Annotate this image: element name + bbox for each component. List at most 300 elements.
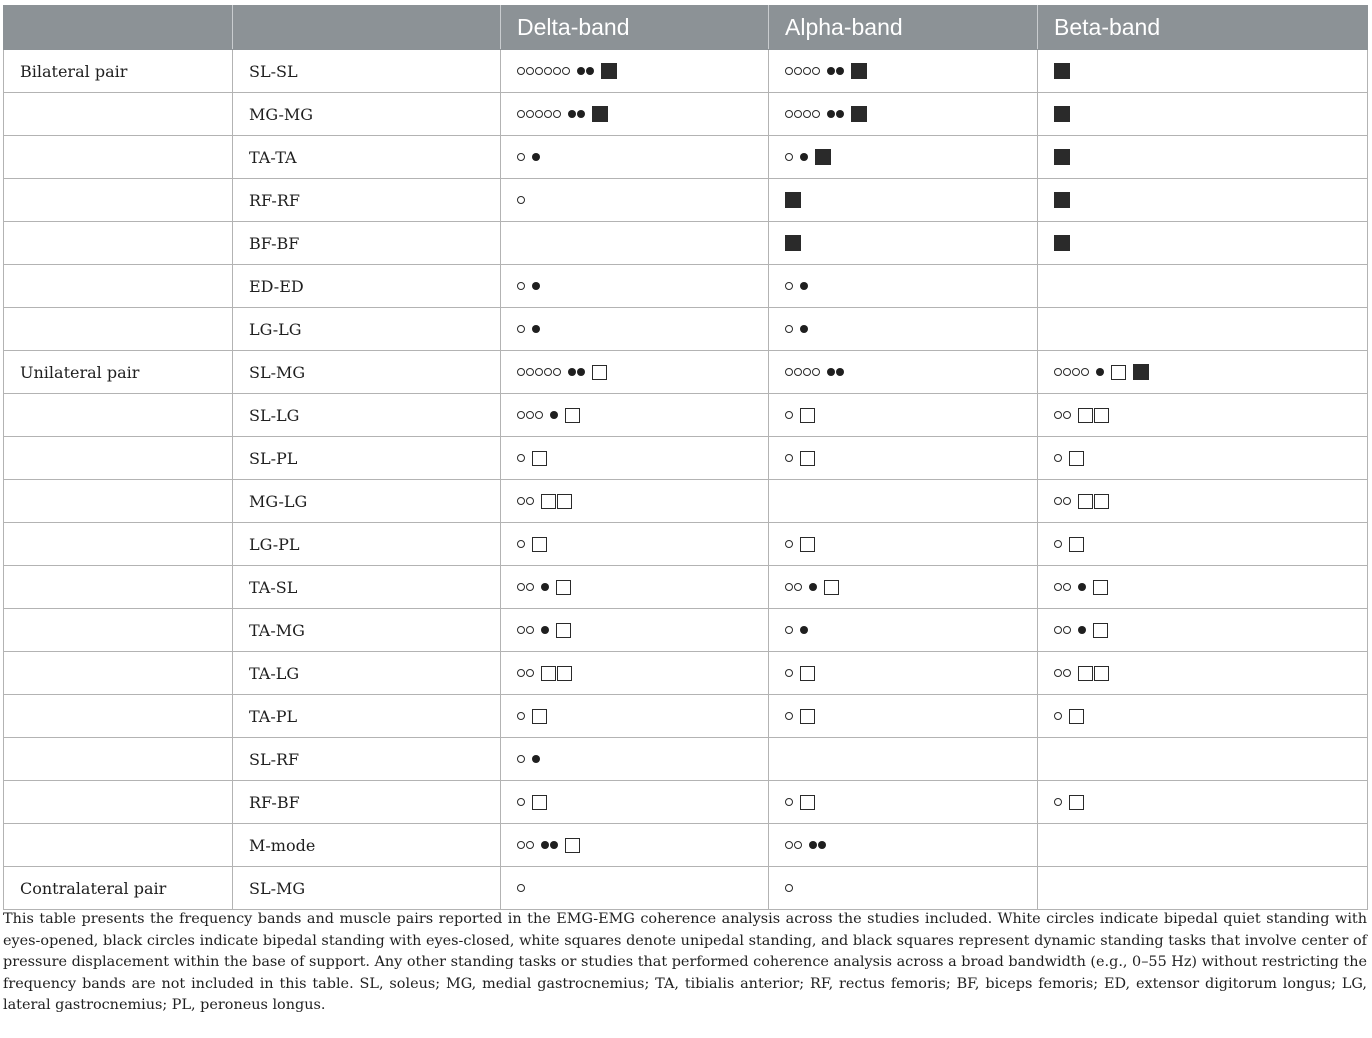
open-circle-icon (1054, 454, 1062, 462)
filled-circle-icon (541, 626, 549, 634)
open-circle-icon-group (785, 884, 794, 892)
open-circle-icon (517, 626, 525, 634)
open-square-icon (532, 451, 547, 466)
coherence-table (3, 5, 1368, 910)
filled-circle-icon (568, 368, 576, 376)
open-square-icon (1069, 537, 1084, 552)
alpha-band-cell (769, 222, 1038, 265)
delta-band-cell (501, 609, 769, 652)
delta-band-cell (501, 351, 769, 394)
open-circle-icon-group (517, 755, 526, 763)
pair-group-cell (4, 394, 233, 437)
alpha-band-cell (769, 867, 1038, 910)
table-row (4, 351, 1368, 394)
beta-band-cell (1038, 480, 1368, 523)
open-square-icon-group (565, 838, 581, 853)
symbol-group (517, 695, 752, 737)
open-square-icon-group (1069, 537, 1085, 552)
open-circle-icon (785, 841, 793, 849)
open-circle-icon-group (517, 411, 544, 419)
open-circle-icon (517, 411, 525, 419)
open-circle-icon (1054, 669, 1062, 677)
beta-band-cell (1038, 179, 1368, 222)
open-square-icon-group (1078, 408, 1110, 423)
filled-circle-icon-group (577, 67, 595, 75)
symbol-group (1054, 394, 1351, 436)
open-circle-icon (785, 712, 793, 720)
muscle-pair-cell: TA-SL (233, 566, 501, 609)
open-square-icon-group (565, 408, 581, 423)
beta-band-cell (1038, 265, 1368, 308)
open-circle-icon-group (785, 583, 803, 591)
open-circle-icon (517, 669, 525, 677)
table-body (4, 50, 1368, 910)
open-circle-icon-group (517, 325, 526, 333)
open-circle-icon (1072, 368, 1080, 376)
symbol-group (517, 480, 752, 522)
open-circle-icon (517, 325, 525, 333)
filled-circle-icon (836, 110, 844, 118)
open-square-icon (1078, 408, 1093, 423)
open-circle-icon (812, 368, 820, 376)
filled-square-icon-group (1133, 364, 1150, 380)
table-header (4, 5, 1368, 50)
open-circle-icon-group (517, 454, 526, 462)
alpha-band-cell (769, 308, 1038, 351)
open-circle-icon (535, 110, 543, 118)
open-circle-icon (1063, 497, 1071, 505)
open-circle-icon (785, 67, 793, 75)
open-circle-icon (526, 626, 534, 634)
delta-band-cell (501, 265, 769, 308)
table-row (4, 824, 1368, 867)
symbol-group (785, 738, 1021, 780)
open-square-icon (1069, 451, 1084, 466)
alpha-band-cell (769, 566, 1038, 609)
open-circle-icon (517, 540, 525, 548)
open-square-icon (1069, 709, 1084, 724)
delta-band-cell (501, 480, 769, 523)
filled-circle-icon (809, 583, 817, 591)
muscle-pair-cell: TA-LG (233, 652, 501, 695)
open-circle-icon (517, 755, 525, 763)
symbol-group (785, 652, 1021, 694)
muscle-pair-cell: RF-RF (233, 179, 501, 222)
alpha-band-cell (769, 523, 1038, 566)
open-square-icon-group (800, 709, 816, 724)
open-square-icon (800, 709, 815, 724)
open-square-icon-group (824, 580, 840, 595)
table-row (4, 738, 1368, 781)
symbol-group (1054, 222, 1351, 264)
open-circle-icon-group (785, 540, 794, 548)
symbol-group (517, 652, 752, 694)
symbol-group (785, 824, 1021, 866)
open-circle-icon (785, 110, 793, 118)
symbol-group (1054, 351, 1351, 393)
open-circle-icon (517, 583, 525, 591)
muscle-pair-cell: SL-RF (233, 738, 501, 781)
open-circle-icon-group (517, 583, 535, 591)
table-row (4, 652, 1368, 695)
open-square-icon (541, 666, 556, 681)
open-circle-icon (1063, 368, 1071, 376)
symbol-group (785, 566, 1021, 608)
open-circle-icon-group (517, 497, 535, 505)
filled-square-icon (1054, 63, 1070, 79)
muscle-pair-cell: TA-PL (233, 695, 501, 738)
pair-group-cell (4, 652, 233, 695)
alpha-band-cell (769, 609, 1038, 652)
open-circle-icon (526, 110, 534, 118)
pair-group-cell (4, 136, 233, 179)
open-circle-icon-group (517, 626, 535, 634)
alpha-band-cell (769, 480, 1038, 523)
filled-circle-icon (800, 626, 808, 634)
filled-circle-icon-group (827, 368, 845, 376)
delta-band-cell (501, 50, 769, 93)
open-circle-icon (803, 368, 811, 376)
open-circle-icon (535, 368, 543, 376)
open-square-icon (800, 408, 815, 423)
open-square-icon (1093, 580, 1108, 595)
open-circle-icon-group (1054, 626, 1072, 634)
open-square-icon (824, 580, 839, 595)
filled-square-icon (1054, 149, 1070, 165)
symbol-group (517, 222, 752, 264)
filled-circle-icon-group (541, 583, 550, 591)
open-circle-icon-group (517, 798, 526, 806)
open-circle-icon-group (785, 153, 794, 161)
open-circle-icon (785, 411, 793, 419)
muscle-pair-cell: MG-MG (233, 93, 501, 136)
filled-square-icon-group (851, 106, 868, 122)
header-cell-beta: Beta-band (1038, 5, 1368, 50)
filled-square-icon (592, 106, 608, 122)
table-row (4, 394, 1368, 437)
symbol-group (517, 566, 752, 608)
table-row (4, 136, 1368, 179)
open-circle-icon (535, 67, 543, 75)
table-row (4, 695, 1368, 738)
filled-circle-icon (550, 411, 558, 419)
open-circle-icon (517, 712, 525, 720)
filled-circle-icon-group (532, 325, 541, 333)
table-row (4, 179, 1368, 222)
open-circle-icon (785, 884, 793, 892)
open-circle-icon-group (785, 626, 794, 634)
symbol-group (785, 179, 1021, 221)
filled-circle-icon (827, 368, 835, 376)
open-circle-icon (785, 454, 793, 462)
table-row (4, 265, 1368, 308)
delta-band-cell (501, 437, 769, 480)
alpha-band-cell (769, 652, 1038, 695)
filled-circle-icon-group (1078, 583, 1087, 591)
open-square-icon-group (1069, 709, 1085, 724)
filled-circle-icon (1096, 368, 1104, 376)
filled-circle-icon-group (568, 110, 586, 118)
filled-circle-icon (800, 325, 808, 333)
delta-band-cell (501, 781, 769, 824)
symbol-group (785, 437, 1021, 479)
open-circle-icon (785, 798, 793, 806)
filled-circle-icon (550, 841, 558, 849)
beta-band-cell (1038, 566, 1368, 609)
open-circle-icon (553, 110, 561, 118)
symbol-group (1054, 652, 1351, 694)
open-circle-icon-group (517, 368, 562, 376)
filled-circle-icon (577, 67, 585, 75)
open-circle-icon (526, 841, 534, 849)
open-circle-icon (785, 325, 793, 333)
header-cell-alpha: Alpha-band (769, 5, 1038, 50)
delta-band-cell (501, 652, 769, 695)
open-square-icon (1078, 494, 1093, 509)
symbol-group (1054, 50, 1351, 92)
filled-square-icon (851, 106, 867, 122)
open-circle-icon-group (517, 841, 535, 849)
symbol-group (1054, 781, 1351, 823)
open-square-icon (556, 623, 571, 638)
open-circle-icon (812, 110, 820, 118)
beta-band-cell (1038, 394, 1368, 437)
symbol-group (1054, 523, 1351, 565)
beta-band-cell (1038, 824, 1368, 867)
beta-band-cell (1038, 93, 1368, 136)
table-row (4, 222, 1368, 265)
filled-circle-icon (827, 67, 835, 75)
table-row (4, 867, 1368, 910)
symbol-group (785, 136, 1021, 178)
open-circle-icon-group (517, 540, 526, 548)
open-circle-icon (1054, 497, 1062, 505)
open-square-icon-group (800, 408, 816, 423)
symbol-group (1054, 93, 1351, 135)
beta-band-cell (1038, 695, 1368, 738)
beta-band-cell (1038, 652, 1368, 695)
symbol-group (1054, 437, 1351, 479)
pair-group-cell (4, 480, 233, 523)
open-square-icon-group (1078, 666, 1110, 681)
table-row (4, 50, 1368, 93)
open-square-icon-group (800, 666, 816, 681)
beta-band-cell (1038, 136, 1368, 179)
pair-group-cell (4, 222, 233, 265)
alpha-band-cell (769, 179, 1038, 222)
delta-band-cell (501, 738, 769, 781)
open-circle-icon (1054, 712, 1062, 720)
symbol-group (785, 781, 1021, 823)
symbol-group (517, 609, 752, 651)
open-square-icon-group (1069, 451, 1085, 466)
filled-circle-icon-group (800, 626, 809, 634)
symbol-group (1054, 308, 1351, 350)
symbol-group (517, 265, 752, 307)
open-circle-icon-group (785, 454, 794, 462)
delta-band-cell (501, 867, 769, 910)
alpha-band-cell (769, 93, 1038, 136)
alpha-band-cell (769, 824, 1038, 867)
symbol-group (785, 523, 1021, 565)
delta-band-cell (501, 93, 769, 136)
delta-band-cell (501, 308, 769, 351)
open-circle-icon-group (1054, 411, 1072, 419)
alpha-band-cell (769, 351, 1038, 394)
beta-band-cell (1038, 351, 1368, 394)
open-circle-icon (553, 368, 561, 376)
delta-band-cell (501, 523, 769, 566)
symbol-group (517, 50, 752, 92)
symbol-group (785, 93, 1021, 135)
table-row (4, 308, 1368, 351)
table-container (3, 5, 1367, 910)
open-circle-icon (517, 497, 525, 505)
symbol-group (1054, 738, 1351, 780)
open-circle-icon (526, 583, 534, 591)
open-circle-icon-group (517, 67, 571, 75)
open-circle-icon-group (785, 411, 794, 419)
open-circle-icon (526, 669, 534, 677)
filled-square-icon (1054, 235, 1070, 251)
muscle-pair-cell: ED-ED (233, 265, 501, 308)
table-footnote: This table presents the frequency bands and muscle pairs reported in the EMG-EMG coherence analysis across the studies included. White circles indicate bipedal quiet standing with eyes-opened, black circles indicate bipedal standing with eyes-closed, white squares denote unipedal standing, and black squares represent dynamic standing tasks that involve center of pressure displacement within the base of support. Any other standing tasks or studies that performed coherence analysis across a broad bandwidth (e.g., 0–55 Hz) without restricting the frequency bands are not included in this table. SL, soleus; MG, medial gastrocnemius; TA, tibialis anterior; RF, rectus femoris; BF, biceps femoris; ED, extensor digitorum longus; LG, lateral gastrocnemius; PL, peroneus longus. (3, 911, 1367, 1013)
open-square-icon-group (532, 795, 548, 810)
open-circle-icon-group (785, 282, 794, 290)
filled-square-icon-group (851, 63, 868, 79)
pair-group-cell: Bilateral pair (4, 50, 233, 93)
open-circle-icon-group (517, 884, 526, 892)
filled-circle-icon-group (800, 153, 809, 161)
alpha-band-cell (769, 136, 1038, 179)
symbol-group (1054, 824, 1351, 866)
filled-square-icon-group (601, 63, 618, 79)
open-square-icon (1094, 666, 1109, 681)
symbol-group (517, 394, 752, 436)
delta-band-cell (501, 394, 769, 437)
open-circle-icon (1054, 540, 1062, 548)
muscle-pair-cell: SL-MG (233, 351, 501, 394)
table-row (4, 480, 1368, 523)
open-circle-icon-group (785, 841, 803, 849)
muscle-pair-cell: MG-LG (233, 480, 501, 523)
symbol-group (517, 738, 752, 780)
symbol-group (1054, 566, 1351, 608)
open-circle-icon (517, 196, 525, 204)
table-row (4, 566, 1368, 609)
alpha-band-cell (769, 437, 1038, 480)
table-row (4, 437, 1368, 480)
open-circle-icon-group (517, 282, 526, 290)
beta-band-cell (1038, 738, 1368, 781)
open-square-icon (800, 451, 815, 466)
pair-group-cell (4, 738, 233, 781)
muscle-pair-cell: TA-TA (233, 136, 501, 179)
filled-square-icon (1133, 364, 1149, 380)
symbol-group (785, 695, 1021, 737)
table-row (4, 609, 1368, 652)
beta-band-cell (1038, 867, 1368, 910)
filled-square-icon-group (785, 235, 802, 251)
symbol-group (1054, 695, 1351, 737)
symbol-group (1054, 480, 1351, 522)
filled-square-icon-group (592, 106, 609, 122)
open-square-icon-group (800, 537, 816, 552)
open-square-icon (532, 709, 547, 724)
symbol-group (517, 867, 752, 909)
open-circle-icon (794, 841, 802, 849)
open-square-icon (1093, 623, 1108, 638)
table-row (4, 781, 1368, 824)
symbol-group (517, 437, 752, 479)
table-row (4, 523, 1368, 566)
muscle-pair-cell: SL-SL (233, 50, 501, 93)
filled-circle-icon (568, 110, 576, 118)
muscle-pair-cell: SL-LG (233, 394, 501, 437)
open-circle-icon-group (785, 712, 794, 720)
open-circle-icon (535, 411, 543, 419)
open-circle-icon (553, 67, 561, 75)
open-circle-icon (785, 282, 793, 290)
open-circle-icon (803, 110, 811, 118)
filled-circle-icon (541, 841, 549, 849)
open-circle-icon-group (1054, 798, 1063, 806)
filled-circle-icon (827, 110, 835, 118)
open-square-icon-group (592, 365, 608, 380)
alpha-band-cell (769, 738, 1038, 781)
filled-circle-icon (818, 841, 826, 849)
open-square-icon-group (541, 666, 573, 681)
open-circle-icon (785, 669, 793, 677)
table-row (4, 93, 1368, 136)
beta-band-cell (1038, 609, 1368, 652)
delta-band-cell (501, 566, 769, 609)
symbol-group (517, 781, 752, 823)
open-circle-icon-group (785, 325, 794, 333)
filled-circle-icon-group (1078, 626, 1087, 634)
filled-square-icon-group (1054, 63, 1071, 79)
open-square-icon (1094, 408, 1109, 423)
symbol-group (517, 351, 752, 393)
symbol-group (785, 609, 1021, 651)
open-circle-icon-group (1054, 454, 1063, 462)
alpha-band-cell (769, 781, 1038, 824)
open-circle-icon-group (517, 196, 526, 204)
open-square-icon (1094, 494, 1109, 509)
header-cell-delta: Delta-band (501, 5, 769, 50)
beta-band-cell (1038, 222, 1368, 265)
filled-square-icon (785, 235, 801, 251)
open-square-icon (557, 666, 572, 681)
filled-circle-icon (532, 282, 540, 290)
open-circle-icon-group (1054, 497, 1072, 505)
open-circle-icon (785, 153, 793, 161)
filled-circle-icon-group (532, 755, 541, 763)
open-circle-icon (1063, 583, 1071, 591)
open-circle-icon (785, 583, 793, 591)
open-square-icon (592, 365, 607, 380)
open-circle-icon (1063, 669, 1071, 677)
symbol-group (1054, 136, 1351, 178)
open-circle-icon (785, 626, 793, 634)
open-circle-icon-group (785, 669, 794, 677)
filled-circle-icon (541, 583, 549, 591)
open-circle-icon-group (1054, 669, 1072, 677)
open-square-icon (556, 580, 571, 595)
open-circle-icon (785, 368, 793, 376)
pair-group-cell (4, 824, 233, 867)
open-circle-icon (812, 67, 820, 75)
